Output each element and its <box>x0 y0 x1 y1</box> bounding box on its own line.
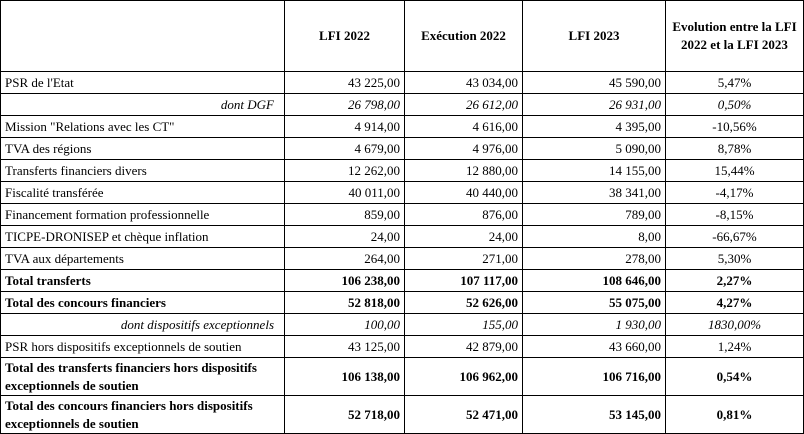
table-body <box>1 72 804 434</box>
table-row <box>1 94 804 116</box>
value-cell: 24,00 <box>405 226 523 248</box>
value-cell: 52 718,00 <box>285 396 405 434</box>
value-cell: 4 395,00 <box>523 116 666 138</box>
evolution-cell: 1,24% <box>666 336 804 358</box>
value-cell: 106 962,00 <box>405 358 523 396</box>
value-cell: 38 341,00 <box>523 182 666 204</box>
value-cell: 12 880,00 <box>405 160 523 182</box>
value-cell: 43 660,00 <box>523 336 666 358</box>
value-cell: 26 931,00 <box>523 94 666 116</box>
row-label: TVA aux départements <box>1 248 285 270</box>
value-cell: 264,00 <box>285 248 405 270</box>
value-cell: 52 626,00 <box>405 292 523 314</box>
value-cell: 107 117,00 <box>405 270 523 292</box>
column-header-lfi-2022: LFI 2022 <box>285 1 405 72</box>
value-cell: 100,00 <box>285 314 405 336</box>
value-cell: 52 818,00 <box>285 292 405 314</box>
table-row <box>1 226 804 248</box>
value-cell: 4 679,00 <box>285 138 405 160</box>
value-cell: 43 125,00 <box>285 336 405 358</box>
value-cell: 1 930,00 <box>523 314 666 336</box>
evolution-cell: 4,27% <box>666 292 804 314</box>
table-row <box>1 292 804 314</box>
row-label: Mission "Relations avec les CT" <box>1 116 285 138</box>
evolution-cell: 5,47% <box>666 72 804 94</box>
evolution-cell: 0,50% <box>666 94 804 116</box>
row-label: Fiscalité transférée <box>1 182 285 204</box>
value-cell: 53 145,00 <box>523 396 666 434</box>
value-cell: 52 471,00 <box>405 396 523 434</box>
row-label: PSR hors dispositifs exceptionnels de soutien <box>1 336 285 358</box>
table-row <box>1 358 804 396</box>
value-cell: 40 440,00 <box>405 182 523 204</box>
row-label: TICPE-DRONISEP et chèque inflation <box>1 226 285 248</box>
header-row <box>1 1 804 72</box>
table-row <box>1 72 804 94</box>
value-cell: 55 075,00 <box>523 292 666 314</box>
row-label: Total des concours financiers hors dispositifs exceptionnels de soutien <box>1 396 285 434</box>
row-label: TVA des régions <box>1 138 285 160</box>
value-cell: 278,00 <box>523 248 666 270</box>
value-cell: 789,00 <box>523 204 666 226</box>
evolution-cell: -66,67% <box>666 226 804 248</box>
column-header-empty <box>1 1 285 72</box>
row-label: Total transferts <box>1 270 285 292</box>
value-cell: 24,00 <box>285 226 405 248</box>
value-cell: 43 225,00 <box>285 72 405 94</box>
evolution-cell: 1830,00% <box>666 314 804 336</box>
table-row <box>1 248 804 270</box>
evolution-cell: -10,56% <box>666 116 804 138</box>
value-cell: 12 262,00 <box>285 160 405 182</box>
evolution-cell: -8,15% <box>666 204 804 226</box>
value-cell: 106 238,00 <box>285 270 405 292</box>
value-cell: 40 011,00 <box>285 182 405 204</box>
value-cell: 106 716,00 <box>523 358 666 396</box>
value-cell: 106 138,00 <box>285 358 405 396</box>
value-cell: 859,00 <box>285 204 405 226</box>
evolution-cell: 0,81% <box>666 396 804 434</box>
column-header-execution-2022: Exécution 2022 <box>405 1 523 72</box>
evolution-cell: 15,44% <box>666 160 804 182</box>
table-row <box>1 270 804 292</box>
evolution-cell: 5,30% <box>666 248 804 270</box>
evolution-cell: -4,17% <box>666 182 804 204</box>
row-label: dont DGF <box>1 94 285 116</box>
value-cell: 14 155,00 <box>523 160 666 182</box>
value-cell: 108 646,00 <box>523 270 666 292</box>
row-label: Total des transferts financiers hors dispositifs exceptionnels de soutien <box>1 358 285 396</box>
evolution-cell: 8,78% <box>666 138 804 160</box>
table-row <box>1 204 804 226</box>
value-cell: 5 090,00 <box>523 138 666 160</box>
value-cell: 8,00 <box>523 226 666 248</box>
value-cell: 271,00 <box>405 248 523 270</box>
table-row <box>1 314 804 336</box>
value-cell: 4 976,00 <box>405 138 523 160</box>
table-row <box>1 182 804 204</box>
row-label: Transferts financiers divers <box>1 160 285 182</box>
table-row <box>1 116 804 138</box>
table-row <box>1 336 804 358</box>
value-cell: 26 798,00 <box>285 94 405 116</box>
table-row <box>1 160 804 182</box>
value-cell: 26 612,00 <box>405 94 523 116</box>
value-cell: 876,00 <box>405 204 523 226</box>
value-cell: 4 616,00 <box>405 116 523 138</box>
table-row <box>1 138 804 160</box>
row-label: Total des concours financiers <box>1 292 285 314</box>
evolution-cell: 2,27% <box>666 270 804 292</box>
table-row <box>1 396 804 434</box>
evolution-cell: 0,54% <box>666 358 804 396</box>
row-label: Financement formation professionnelle <box>1 204 285 226</box>
column-header-lfi-2023: LFI 2023 <box>523 1 666 72</box>
row-label: dont dispositifs exceptionnels <box>1 314 285 336</box>
value-cell: 42 879,00 <box>405 336 523 358</box>
value-cell: 4 914,00 <box>285 116 405 138</box>
value-cell: 45 590,00 <box>523 72 666 94</box>
value-cell: 43 034,00 <box>405 72 523 94</box>
column-header-evolution: Evolution entre la LFI 2022 et la LFI 2023 <box>666 1 804 72</box>
row-label: PSR de l'Etat <box>1 72 285 94</box>
value-cell: 155,00 <box>405 314 523 336</box>
